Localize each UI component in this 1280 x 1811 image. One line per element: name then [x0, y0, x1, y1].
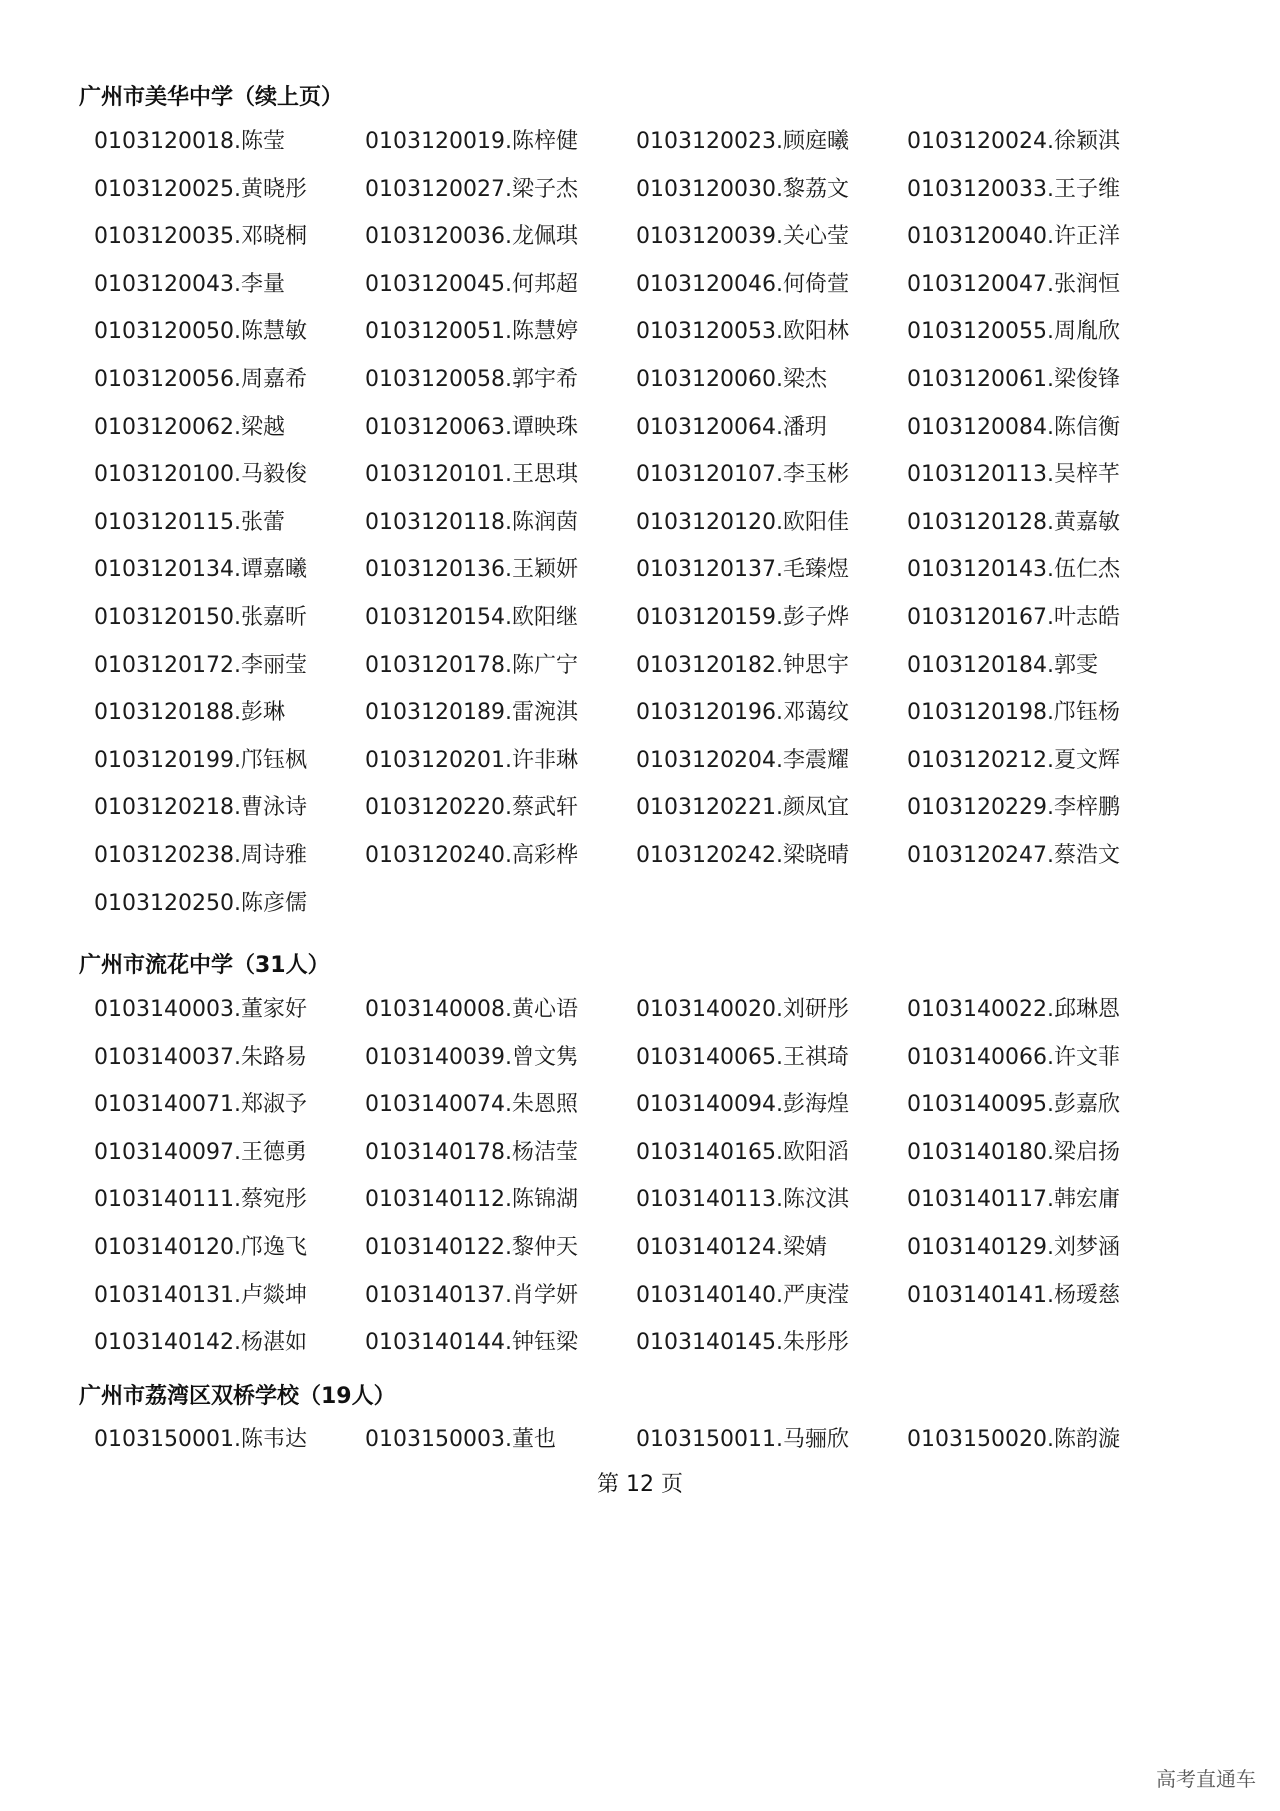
student-entry: 0103150003.董也	[365, 1427, 556, 1452]
student-entry: 0103120120.欧阳佳	[636, 510, 849, 535]
student-entry: 0103140066.许文菲	[907, 1045, 1120, 1070]
student-entry: 0103120025.黄晓彤	[94, 177, 307, 202]
student-entry: 0103140113.陈汶淇	[636, 1187, 849, 1212]
section-title: 广州市流花中学（31人）	[79, 953, 330, 978]
student-entry: 0103120045.何邦超	[365, 272, 578, 297]
student-row	[94, 651, 1134, 681]
student-entry: 0103120053.欧阳林	[636, 319, 849, 344]
student-row	[94, 889, 1134, 919]
student-entry: 0103120221.颜凤宜	[636, 795, 849, 820]
student-entry: 0103120050.陈慧敏	[94, 319, 307, 344]
student-entry: 0103140094.彭海煌	[636, 1092, 849, 1117]
student-row	[94, 317, 1134, 347]
student-entry: 0103120198.邝钰杨	[907, 700, 1120, 725]
student-entry: 0103140020.刘研彤	[636, 997, 849, 1022]
student-entry: 0103120101.王思琪	[365, 462, 578, 487]
student-entry: 0103120064.潘玥	[636, 415, 827, 440]
page-number: 第 12 页	[597, 1472, 683, 1497]
student-entry: 0103140065.王祺琦	[636, 1045, 849, 1070]
student-entry: 0103150011.马骊欣	[636, 1427, 849, 1452]
student-entry: 0103120172.李丽莹	[94, 653, 307, 678]
student-entry: 0103120043.李量	[94, 272, 285, 297]
student-entry: 0103140095.彭嘉欣	[907, 1092, 1120, 1117]
student-entry: 0103120137.毛臻煜	[636, 557, 849, 582]
student-entry: 0103120100.马毅俊	[94, 462, 307, 487]
student-entry: 0103140131.卢燚坤	[94, 1283, 307, 1308]
student-entry: 0103120024.徐颖淇	[907, 129, 1120, 154]
student-entry: 0103120159.彭子烨	[636, 605, 849, 630]
student-entry: 0103140112.陈锦湖	[365, 1187, 578, 1212]
student-entry: 0103120167.叶志皓	[907, 605, 1120, 630]
student-entry: 0103120199.邝钰枫	[94, 748, 307, 773]
student-row	[94, 1090, 1134, 1120]
student-entry: 0103120201.许非琳	[365, 748, 578, 773]
student-entry: 0103120058.郭宇希	[365, 367, 578, 392]
student-entry: 0103120036.龙佩琪	[365, 224, 578, 249]
student-entry: 0103120250.陈彦儒	[94, 891, 307, 916]
student-entry: 0103120019.陈梓健	[365, 129, 578, 154]
student-entry: 0103150020.陈韵漩	[907, 1427, 1120, 1452]
student-row	[94, 222, 1134, 252]
student-row	[94, 1138, 1134, 1168]
student-entry: 0103120027.梁子杰	[365, 177, 578, 202]
student-entry: 0103120128.黄嘉敏	[907, 510, 1120, 535]
student-entry: 0103120084.陈信衡	[907, 415, 1120, 440]
student-entry: 0103120136.王颖妍	[365, 557, 578, 582]
student-entry: 0103120061.梁俊锋	[907, 367, 1120, 392]
student-entry: 0103120018.陈莹	[94, 129, 285, 154]
student-entry: 0103120247.蔡浩文	[907, 843, 1120, 868]
student-entry: 0103120047.张润恒	[907, 272, 1120, 297]
student-entry: 0103140003.董家好	[94, 997, 307, 1022]
student-entry: 0103120229.李梓鹏	[907, 795, 1120, 820]
student-row	[94, 1233, 1134, 1263]
student-entry: 0103120030.黎荔文	[636, 177, 849, 202]
student-entry: 0103140120.邝逸飞	[94, 1235, 307, 1260]
student-row	[94, 1328, 1134, 1358]
student-entry: 0103120023.顾庭曦	[636, 129, 849, 154]
student-entry: 0103120046.何倚萱	[636, 272, 849, 297]
student-entry: 0103120115.张蕾	[94, 510, 285, 535]
student-entry: 0103120204.李震耀	[636, 748, 849, 773]
student-row	[94, 603, 1134, 633]
section-title: 广州市荔湾区双桥学校（19人）	[79, 1384, 396, 1409]
student-row	[94, 793, 1134, 823]
student-entry: 0103120220.蔡武轩	[365, 795, 578, 820]
student-entry: 0103140122.黎仲天	[365, 1235, 578, 1260]
student-entry: 0103120134.谭嘉曦	[94, 557, 307, 582]
student-entry: 0103120184.郭雯	[907, 653, 1098, 678]
student-entry: 0103120188.彭琳	[94, 700, 285, 725]
student-row	[94, 1425, 1134, 1455]
student-row	[94, 175, 1134, 205]
student-row	[94, 413, 1134, 443]
student-entry: 0103140165.欧阳滔	[636, 1140, 849, 1165]
student-entry: 0103120182.钟思宇	[636, 653, 849, 678]
student-entry: 0103120196.邓蔼纹	[636, 700, 849, 725]
student-entry: 0103120150.张嘉昕	[94, 605, 307, 630]
student-entry: 0103140074.朱恩照	[365, 1092, 578, 1117]
student-entry: 0103120040.许正洋	[907, 224, 1120, 249]
student-entry: 0103120178.陈广宁	[365, 653, 578, 678]
student-row	[94, 1281, 1134, 1311]
student-entry: 0103120154.欧阳继	[365, 605, 578, 630]
student-entry: 0103140117.韩宏庸	[907, 1187, 1120, 1212]
watermark-text: 高考直通车	[1156, 1767, 1256, 1791]
student-entry: 0103120039.关心莹	[636, 224, 849, 249]
student-entry: 0103120107.李玉彬	[636, 462, 849, 487]
student-entry: 0103140037.朱路易	[94, 1045, 307, 1070]
student-entry: 0103140140.严庚滢	[636, 1283, 849, 1308]
student-entry: 0103140142.杨湛如	[94, 1330, 307, 1355]
student-row	[94, 1043, 1134, 1073]
student-row	[94, 995, 1134, 1025]
student-entry: 0103120212.夏文辉	[907, 748, 1120, 773]
student-entry: 0103120051.陈慧婷	[365, 319, 578, 344]
student-entry: 0103140124.梁婧	[636, 1235, 827, 1260]
student-row	[94, 1185, 1134, 1215]
student-row	[94, 127, 1134, 157]
student-row	[94, 746, 1134, 776]
student-entry: 0103140141.杨瑷慈	[907, 1283, 1120, 1308]
student-row	[94, 460, 1134, 490]
student-entry: 0103140111.蔡宛彤	[94, 1187, 307, 1212]
student-entry: 0103120118.陈润茵	[365, 510, 578, 535]
student-row	[94, 555, 1134, 585]
student-row	[94, 841, 1134, 871]
student-entry: 0103140180.梁启扬	[907, 1140, 1120, 1165]
student-entry: 0103140145.朱彤彤	[636, 1330, 849, 1355]
student-entry: 0103140144.钟钰梁	[365, 1330, 578, 1355]
student-entry: 0103120055.周胤欣	[907, 319, 1120, 344]
student-entry: 0103140039.曾文隽	[365, 1045, 578, 1070]
student-entry: 0103120218.曹泳诗	[94, 795, 307, 820]
student-entry: 0103140097.王德勇	[94, 1140, 307, 1165]
student-entry: 0103140178.杨洁莹	[365, 1140, 578, 1165]
student-entry: 0103120113.吴梓芊	[907, 462, 1120, 487]
student-entry: 0103140022.邱琳恩	[907, 997, 1120, 1022]
student-entry: 0103120033.王子维	[907, 177, 1120, 202]
student-entry: 0103120056.周嘉希	[94, 367, 307, 392]
student-entry: 0103120189.雷涴淇	[365, 700, 578, 725]
student-row	[94, 508, 1134, 538]
student-entry: 0103140008.黄心语	[365, 997, 578, 1022]
student-entry: 0103120240.高彩桦	[365, 843, 578, 868]
student-row	[94, 698, 1134, 728]
student-entry: 0103120035.邓晓桐	[94, 224, 307, 249]
student-entry: 0103140137.肖学妍	[365, 1283, 578, 1308]
student-entry: 0103120060.梁杰	[636, 367, 827, 392]
student-entry: 0103140129.刘梦涵	[907, 1235, 1120, 1260]
student-row	[94, 365, 1134, 395]
student-entry: 0103120238.周诗雅	[94, 843, 307, 868]
student-row	[94, 270, 1134, 300]
student-entry: 0103120143.伍仁杰	[907, 557, 1120, 582]
student-entry: 0103120062.梁越	[94, 415, 285, 440]
student-entry: 0103120242.梁晓晴	[636, 843, 849, 868]
student-entry: 0103140071.郑淑予	[94, 1092, 307, 1117]
student-entry: 0103150001.陈韦达	[94, 1427, 307, 1452]
student-entry: 0103120063.谭映珠	[365, 415, 578, 440]
section-title: 广州市美华中学（续上页）	[79, 85, 344, 110]
